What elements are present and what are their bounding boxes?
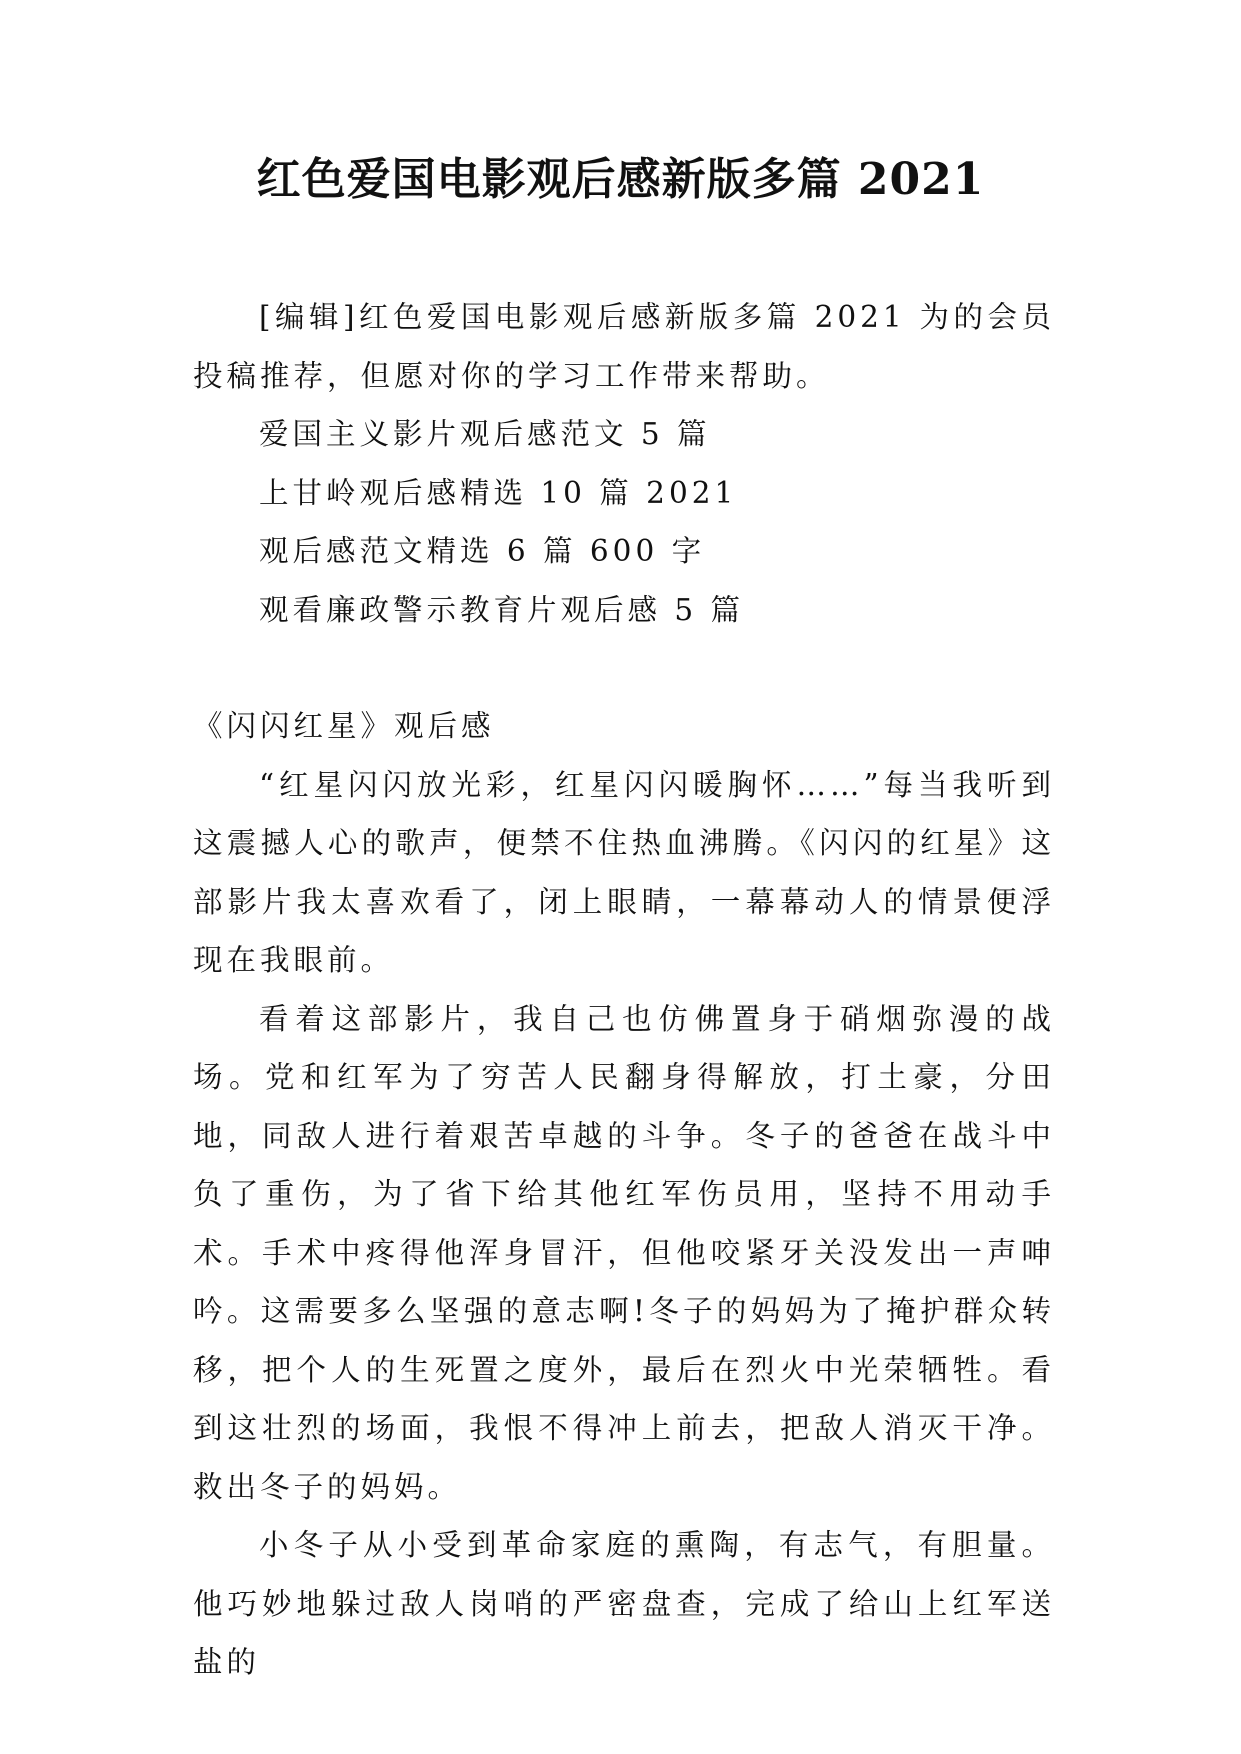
body-paragraph: 看着这部影片，我自己也仿佛置身于硝烟弥漫的战场。党和红军为了穷苦人民翻身得解放，打土豪，分田地，同敌人进行着艰苦卓越的斗争。冬子的爸爸在战斗中负了重伤，为了省下给其他红军伤员用，坚持不用动手术。手术中疼得他浑身冒汗，但他咬紧牙关没发出一声呻吟。这需要多么坚强的意志啊!冬子的妈妈为了掩护群众转移，把个人的生死置之度外，最后在烈火中光荣牺牲。看到这壮烈的场面，我恨不得冲上前去，把敌人消灭干净。救出冬子的妈妈。	[193, 1001, 1055, 1504]
section-spacer	[193, 639, 1055, 697]
body-paragraph: 小冬子从小受到革命家庭的熏陶，有志气，有胆量。他巧妙地躲过敌人岗哨的严密盘查，完成了给山上红军送盐的	[193, 1528, 1055, 1679]
related-articles-list	[193, 405, 1055, 639]
related-article-item: 爱国主义影片观后感范文 5 篇	[259, 417, 711, 451]
section-title: 《闪闪红星》观后感	[193, 709, 495, 743]
related-article-item: 观看廉政警示教育片观后感 5 篇	[259, 592, 745, 627]
document-title: 红色爱国电影观后感新版多篇 2021	[256, 154, 985, 205]
intro-paragraph: [编辑]红色爱国电影观后感新版多篇 2021 为的会员投稿推荐，但愿对你的学习工作带来帮助。	[193, 300, 1055, 393]
document-body	[193, 288, 1055, 1692]
body-paragraph: “红星闪闪放光彩，红星闪闪暖胸怀……”每当我听到这震撼人心的歌声，便禁不住热血沸腾。《闪闪的红星》这部影片我太喜欢看了，闭上眼睛，一幕幕动人的情景便浮现在我眼前。	[193, 767, 1055, 977]
related-article-item: 上甘岭观后感精选 10 篇 2021	[259, 475, 738, 510]
related-article-item: 观后感范文精选 6 篇 600 字	[259, 534, 706, 568]
